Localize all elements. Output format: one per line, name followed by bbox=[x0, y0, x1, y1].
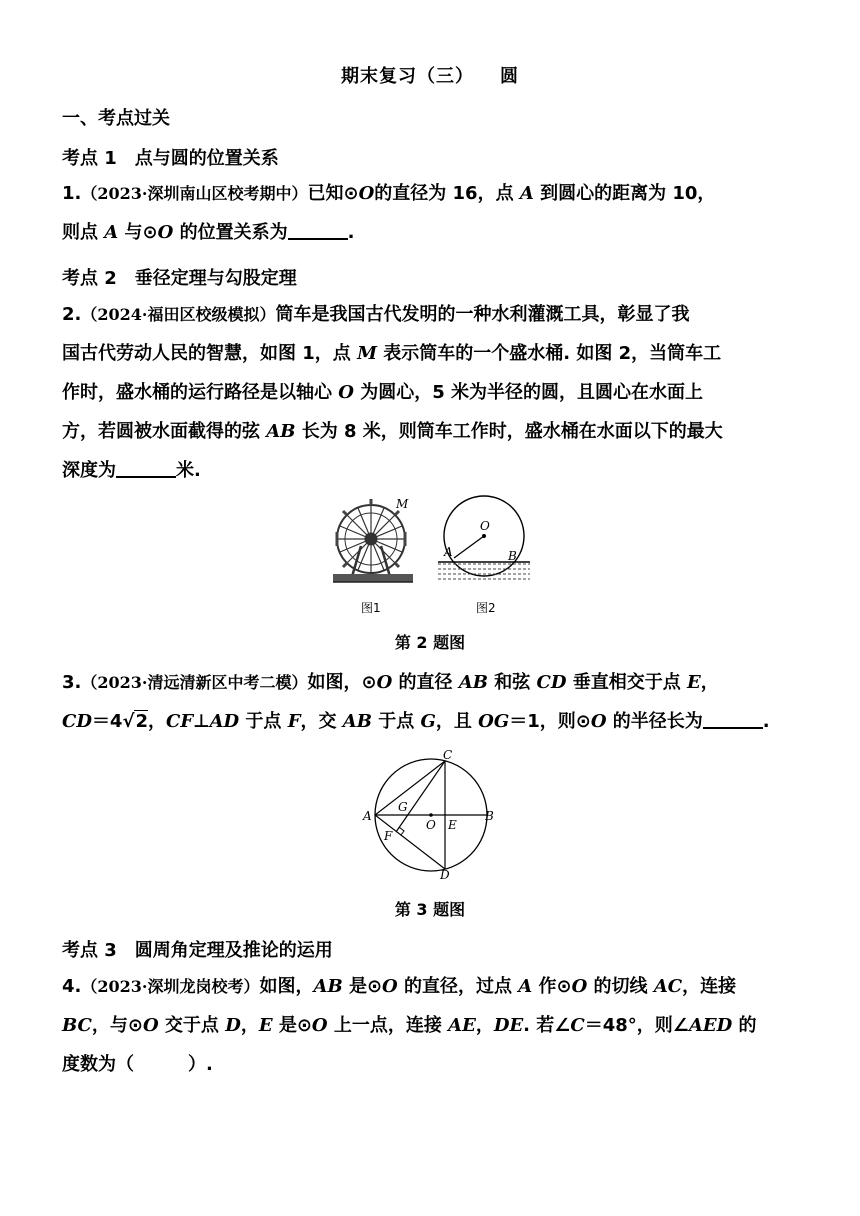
figure-circle-water bbox=[436, 494, 532, 618]
kaodian-3-heading: 考点 3 圆周角定理及推论的运用 bbox=[62, 940, 333, 961]
answer-choice-blank: 度数为（ ）. bbox=[62, 1054, 213, 1075]
figure-water-wheel bbox=[333, 494, 413, 618]
figure-3-title: 第 3 题图 bbox=[394, 900, 466, 919]
answer-blank[interactable] bbox=[116, 456, 176, 478]
label-A: A bbox=[444, 545, 453, 559]
answer-blank[interactable] bbox=[703, 707, 763, 729]
question-source: （2023·清远清新区中考二模） bbox=[81, 673, 308, 692]
label-B: B bbox=[508, 549, 517, 563]
figure-circle-chords bbox=[360, 748, 500, 880]
label-E: E bbox=[448, 818, 457, 832]
label-G: G bbox=[398, 800, 408, 814]
question-source: （2023·深圳龙岗校考） bbox=[81, 977, 260, 996]
figure-2-title: 第 2 题图 bbox=[394, 633, 466, 652]
kaodian-2-heading: 考点 2 垂径定理与勾股定理 bbox=[62, 268, 297, 289]
label-B: B bbox=[485, 809, 494, 823]
page-title: 期末复习（三） 圆 bbox=[341, 66, 519, 87]
question-2: 2.（2024·福田区校级模拟）筒车是我国古代发明的一种水利灌溉工具，彰显了我 国古代劳动人民的智慧，如图 1，点 M 表示筒车的一个盛水桶. 如图 2，当筒车工 作时，盛水桶的运行路径是以轴心 O 为圆心，5 米为半径的圆，且圆心在水面上 方，若圆被水面截得的弦 AB 长为 8 米，则筒车工作时，盛水桶在水面以下的最大 深度为 米. bbox=[62, 304, 723, 481]
label-O: O bbox=[480, 519, 490, 533]
label-M: M bbox=[396, 497, 409, 511]
label-D: D bbox=[440, 868, 450, 880]
question-4: 4.（2023·深圳龙岗校考）如图，AB 是⊙O 的直径，过点 A 作⊙O 的切线 AC，连接 BC，与⊙O 交于点 D，E 是⊙O 上一点，连接 AE，DE. 若∠C＝48°，则∠AED 的 度数为（ ）. bbox=[62, 967, 802, 1084]
answer-blank[interactable] bbox=[288, 218, 348, 240]
section-heading: 一、考点过关 bbox=[62, 108, 170, 129]
label-A: A bbox=[363, 809, 372, 823]
label-O: O bbox=[426, 818, 436, 832]
question-source: （2023·深圳南山区校考期中） bbox=[81, 184, 308, 203]
figure-1-caption: 图1 bbox=[361, 601, 381, 615]
label-C: C bbox=[443, 748, 453, 762]
question-source: （2024·福田区校级模拟） bbox=[81, 305, 276, 324]
question-3: 3.（2023·清远清新区中考二模）如图，⊙O 的直径 AB 和弦 CD 垂直相交于点 E， CD＝4√2，CF⊥AD 于点 F，交 AB 于点 G，且 OG＝1，则⊙O 的半径长为 . bbox=[62, 672, 770, 732]
figure-2-caption: 图2 bbox=[476, 601, 496, 615]
kaodian-1-heading: 考点 1 点与圆的位置关系 bbox=[62, 148, 279, 169]
question-1: 1.（2023·深圳南山区校考期中）已知⊙O的直径为 16，点 A 到圆心的距离为 10， 则点 A 与⊙O 的位置关系为 . bbox=[62, 183, 716, 243]
label-F: F bbox=[384, 829, 393, 843]
